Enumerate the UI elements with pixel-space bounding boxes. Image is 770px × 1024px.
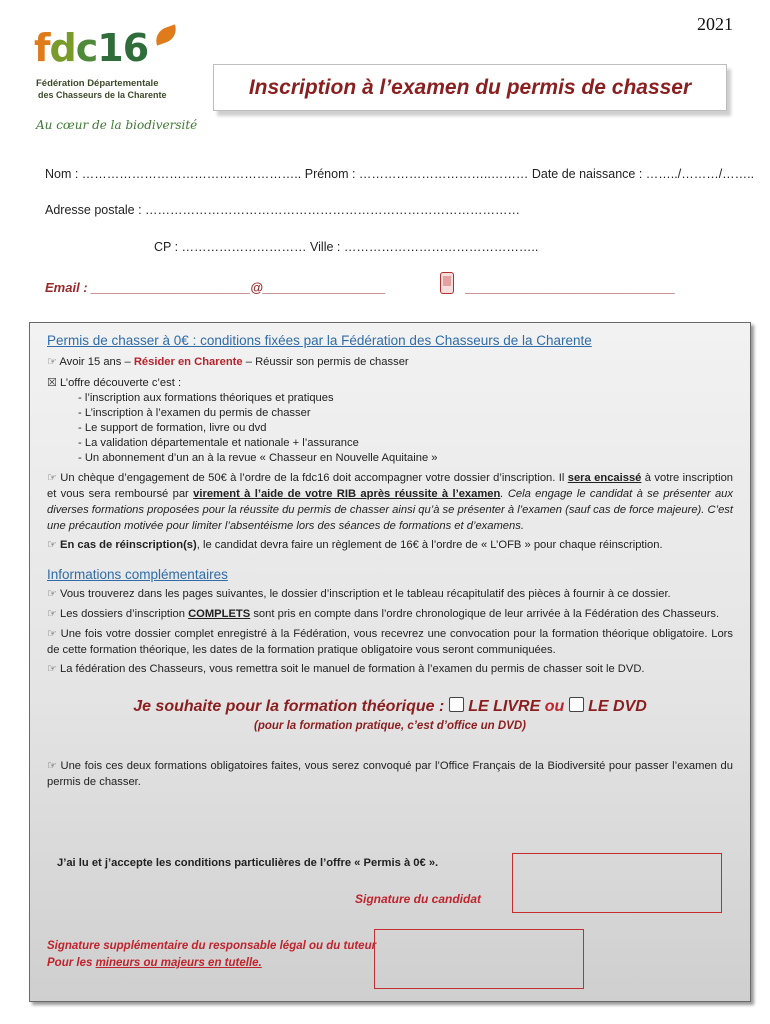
leaf-icon xyxy=(152,24,179,45)
info-paragraph: ☞ Une fois votre dossier complet enregistré à la Fédération, vous recevrez une convocation pour la formation théorique obligatoire. Lors de cette formation théorique, les dates de la formation pratique obligatoire vous seront communiquées. xyxy=(47,627,734,656)
pointing-hand-icon: ☞ xyxy=(47,587,57,600)
address-field-line[interactable]: Adresse postale : ……………………………………………………………………………… xyxy=(45,203,521,217)
candidate-signature-box[interactable] xyxy=(512,853,722,913)
info-paragraph: ☞ Les dossiers d’inscription COMPLETS sont pris en compte dans l’ordre chronologique de leur arrivée à la Fédération des Chasseurs. xyxy=(47,607,720,620)
fdc16-logo xyxy=(34,26,198,138)
pointing-hand-icon: ☞ xyxy=(47,627,57,640)
offer-title: ☒ L’offre découverte c’est : xyxy=(47,376,182,389)
format-choice: Je souhaite pour la formation théorique : LE LIVRE ou LE DVD xyxy=(133,698,647,715)
guardian-signature-box[interactable] xyxy=(374,929,584,989)
accept-conditions: J’ai lu et j’accepte les conditions particulières de l’offre « Permis à 0€ ». xyxy=(57,857,439,869)
page-title-box xyxy=(213,64,727,111)
dvd-checkbox[interactable] xyxy=(569,697,584,712)
pointing-hand-icon: ☞ xyxy=(47,759,57,772)
logo-tagline: Au cœur de la biodiversité xyxy=(36,118,198,132)
list-item: - Le support de formation, livre ou dvd xyxy=(78,421,733,436)
logo-wordmark: fdc16 xyxy=(34,26,149,70)
name-fields-line[interactable]: Nom : …………………………………………….. Prénom : …………………………..……… Date de naissance : ……../………/…….. xyxy=(45,167,755,181)
pointing-hand-icon: ☞ xyxy=(47,538,57,551)
phone-icon xyxy=(440,272,454,294)
exam-paragraph: ☞ Une fois ces deux formations obligatoires faites, vous serez convoqué par l’Office Français de la Biodiversité pour passer l’examen du permis de chasser. xyxy=(47,759,733,788)
pointing-hand-icon: ☞ xyxy=(47,355,57,368)
list-item: - Un abonnement d’un an à la revue « Chasseur en Nouvelle Aquitaine » xyxy=(78,451,733,466)
logo-line1: Fédération Départementale xyxy=(36,78,159,89)
pointing-hand-icon: ☞ xyxy=(47,471,57,484)
logo-line2: des Chasseurs de la Charente xyxy=(38,90,167,100)
cp-city-field-line[interactable]: CP : ………………………… Ville : ……………………………………….. xyxy=(154,240,539,254)
pointing-hand-icon: ☞ xyxy=(47,607,57,620)
year: 2021 xyxy=(697,14,733,34)
livre-checkbox[interactable] xyxy=(449,697,464,712)
reinscription-paragraph: ☞ En cas de réinscription(s), le candidat devra faire un règlement de 16€ à l’ordre de « L’OFB » pour chaque réinscription. xyxy=(47,538,663,551)
list-item: - l’inscription aux formations théoriques et pratiques xyxy=(78,391,733,406)
list-item: - La validation départementale et nationale + l’assurance xyxy=(78,436,733,451)
cheque-paragraph: ☞ Un chèque d’engagement de 50€ à l’ordre de la fdc16 doit accompagner votre dossier d’inscription. Il sera encaissé à votre inscription et vous sera remboursé par virement à l’aide de votre RIB après réussite à l’examen. Cela engage le candidat à se présenter aux diverses formations proposées pour la réussite du permis de chasser ainsi qu’à se présenter à l’examen (sauf cas de force majeure). C’est une précaution motivée pour limiter l’absentéisme lors des séances de formations et d’examens. xyxy=(47,471,734,532)
format-choice-note: (pour la formation pratique, c’est d’office un DVD) xyxy=(254,720,526,732)
info-paragraph: ☞ La fédération des Chasseurs, vous remettra soit le manuel de formation à l’examen du permis de chasser soit le DVD. xyxy=(47,662,645,675)
phone-field-line[interactable]: _____________________________ xyxy=(465,280,675,295)
conditions-panel xyxy=(29,322,751,1002)
info-paragraph: ☞ Vous trouverez dans les pages suivantes, le dossier d’inscription et le tableau récapitulatif des pièces à fournir à ce dossier. xyxy=(47,587,671,600)
page-title: Inscription à l’examen du permis de chasser xyxy=(248,75,692,99)
checkbox-glyph-icon: ☒ xyxy=(47,376,57,389)
info-heading: Informations complémentaires xyxy=(47,567,228,582)
candidate-signature-label: Signature du candidat xyxy=(355,892,482,906)
conditions-heading: Permis de chasser à 0€ : conditions fixées par la Fédération des Chasseurs de la Charente xyxy=(47,333,592,348)
email-field-line[interactable]: Email : ______________________@_________________ xyxy=(45,280,386,295)
offer-list xyxy=(47,391,733,466)
conditions-line: ☞ Avoir 15 ans – Résider en Charente – Réussir son permis de chasser xyxy=(47,355,409,368)
guardian-signature-label: Signature supplémentaire du responsable légal ou du tuteur Pour les mineurs ou majeurs en tutelle. xyxy=(47,940,377,969)
pointing-hand-icon: ☞ xyxy=(47,662,57,675)
list-item: - L’inscription à l’examen du permis de chasser xyxy=(78,406,733,421)
